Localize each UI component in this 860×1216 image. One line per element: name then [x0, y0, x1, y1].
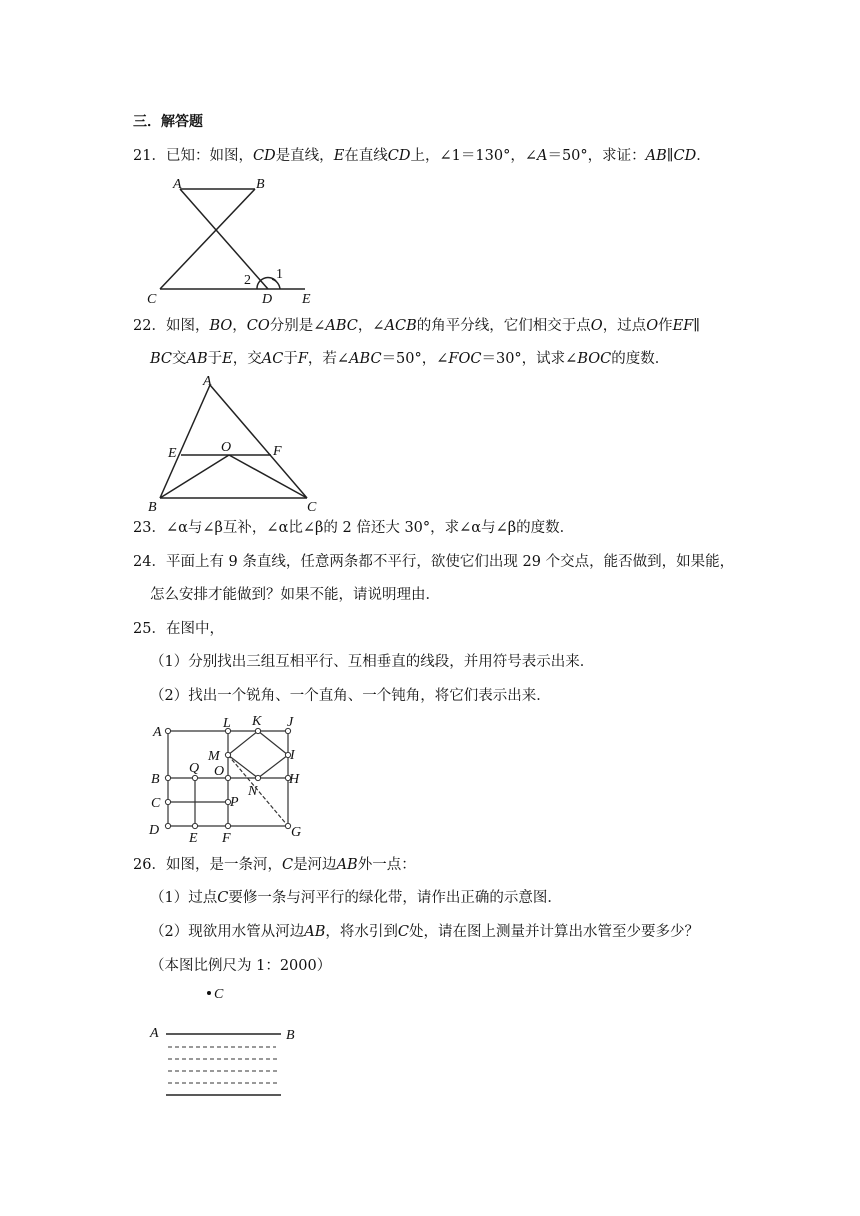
q22-text: 的度数． — [611, 351, 670, 367]
label-a: A — [203, 374, 212, 389]
label-d: D — [149, 823, 160, 838]
label-angle-2: 2 — [244, 273, 251, 288]
q22-text: 的角平分线，它们相交于点 — [416, 318, 591, 334]
q26-number: 26． — [133, 857, 166, 873]
q22-text: ，交 — [232, 351, 262, 367]
q22-var: BC — [150, 351, 173, 367]
q22-text: ，若∠ — [307, 351, 350, 367]
q25-text: 在图中， — [165, 621, 224, 637]
q26-text: 要修一条与河平行的绿化带，请作出正确的示意图． — [228, 890, 562, 906]
label-c: C — [214, 987, 224, 1002]
parallel-symbol: ∥ — [666, 148, 674, 164]
question-25-part2: （2）找出一个锐角、一个直角、一个钝角，将它们表示出来． — [150, 688, 551, 704]
q22-text: 交 — [172, 351, 187, 367]
q21-text: 已知：如图， — [165, 148, 253, 164]
q22-var: CO — [246, 318, 270, 334]
q26-text: 外一点： — [357, 857, 416, 873]
river-water — [168, 1047, 278, 1083]
q21-var: E — [333, 148, 345, 164]
q21-var: CD — [387, 148, 411, 164]
q26-text: 是河边 — [293, 857, 337, 873]
q22-text: ，∠ — [357, 318, 385, 334]
q24-number: 24． — [133, 554, 166, 570]
label-b: B — [256, 177, 265, 192]
q21-text: 在直线 — [344, 148, 388, 164]
q22-text: 于 — [283, 351, 298, 367]
label-d: D — [262, 292, 273, 307]
question-25-part1: （1）分别找出三组互相平行、互相垂直的线段，并用符号表示出来． — [150, 654, 595, 670]
q22-text: 于 — [207, 351, 223, 367]
q22-var: ABC — [325, 318, 358, 334]
q22-text: ，过点 — [602, 318, 647, 334]
label-f: F — [273, 444, 282, 459]
q26-var: AB — [336, 857, 358, 873]
q22-var: BO — [209, 318, 233, 334]
q21-var: A — [536, 148, 548, 164]
q26-text: 如图，是一条河， — [165, 857, 282, 873]
q23-number: 23． — [133, 520, 166, 536]
label-e: E — [168, 446, 177, 461]
section-heading: 三．解答题 — [133, 114, 203, 130]
q26-text: 处，请在图上测量并计算出水管至少要多少？ — [408, 924, 699, 940]
q22-var: E — [222, 351, 233, 367]
label-m: M — [208, 749, 220, 764]
q22-text: 分别是∠ — [269, 318, 326, 334]
q24-text: 平面上有 9 条直线，任意两条都不平行，欲使它们出现 29 个交点，能否做到，如果能， — [165, 554, 735, 570]
label-c: C — [147, 292, 157, 307]
q22-text: 作 — [658, 318, 673, 334]
label-a: A — [173, 177, 182, 192]
q22-var: EF — [672, 318, 694, 334]
q22-var: ABC — [349, 351, 382, 367]
q26-var: AB — [304, 924, 326, 940]
label-h: H — [289, 772, 300, 787]
q26-var: C — [217, 890, 229, 906]
label-e: E — [302, 292, 311, 307]
label-b: B — [148, 500, 157, 515]
q22-text: ＝30°，试求∠ — [481, 351, 578, 367]
label-e: E — [189, 831, 198, 846]
q26-text: （2）现欲用水管从河边 — [150, 924, 305, 940]
label-f: F — [222, 831, 231, 846]
label-j: J — [287, 715, 294, 730]
q22-var: BOC — [577, 351, 612, 367]
q26-var: C — [397, 924, 409, 940]
q21-var: CD — [252, 148, 276, 164]
q22-text: ， — [232, 318, 247, 334]
q26-text: ，将水引到 — [325, 924, 398, 940]
q21-var: AB — [645, 148, 667, 164]
question-26-scale-note: （本图比例尺为 1：2000） — [150, 958, 332, 974]
q22-var: O — [590, 318, 603, 334]
q21-number: 21． — [133, 148, 166, 164]
parallel-symbol: ∥ — [693, 318, 700, 334]
label-o: O — [221, 440, 232, 455]
label-p: P — [230, 795, 239, 810]
label-k: K — [252, 714, 262, 729]
label-o: O — [214, 764, 225, 779]
question-24-line2: 怎么安排才能做到？如果不能，请说明理由． — [150, 587, 440, 603]
q21-var: CD — [673, 148, 697, 164]
q21-text: 是直线， — [275, 148, 334, 164]
q22-var: AC — [261, 351, 284, 367]
point-c-dot — [207, 991, 211, 995]
label-b: B — [151, 772, 160, 787]
q26-text: （1）过点 — [150, 890, 218, 906]
label-n: N — [248, 784, 258, 799]
q21-text: ＝50°，求证： — [547, 148, 646, 164]
label-c: C — [307, 500, 317, 515]
q22-text: 如图， — [165, 318, 210, 334]
label-a: A — [150, 1026, 159, 1041]
label-angle-1: 1 — [276, 267, 283, 282]
q22-var: ACB — [384, 318, 417, 334]
q22-var: O — [646, 318, 659, 334]
q22-var: FOC — [448, 351, 482, 367]
label-b: B — [286, 1028, 295, 1043]
q26-var: C — [281, 857, 294, 873]
q22-number: 22． — [133, 318, 166, 334]
q21-text: 上，∠1＝130°，∠ — [410, 148, 537, 164]
q22-var: F — [297, 351, 308, 367]
label-q: Q — [189, 761, 200, 776]
label-c: C — [151, 796, 161, 811]
q21-text: ． — [696, 148, 711, 164]
q22-text: ＝50°，∠ — [381, 351, 449, 367]
label-l: L — [223, 716, 231, 731]
q22-var: AB — [186, 351, 208, 367]
label-g: G — [291, 825, 302, 840]
label-i: I — [290, 748, 295, 763]
q23-text: ∠α与∠β互补，∠α比∠β的 2 倍还大 30°，求∠α与∠β的度数． — [165, 520, 575, 536]
q25-number: 25． — [133, 621, 166, 637]
label-a: A — [153, 725, 162, 740]
